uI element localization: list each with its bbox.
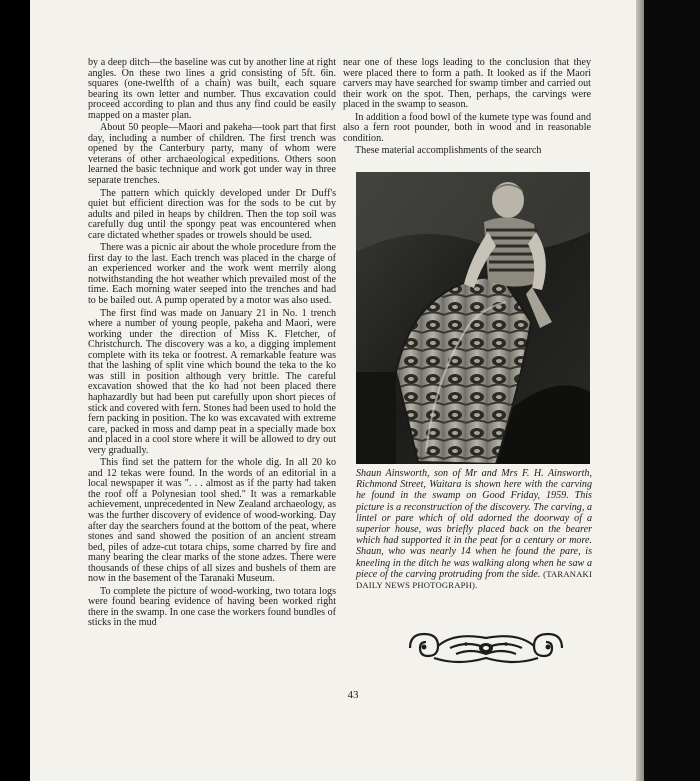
paragraph: by a deep ditch—the baseline was cut by another line at right angles. On these two lines a grid consisting of 5ft. 6in. squares (one-twelfth of a chain) was built, each square bearing its own letter and number. Thus excavation could proceed according to plan and thus any find could be easily mapped on a master plan. <box>88 57 336 121</box>
caption-text: Shaun Ainsworth, son of Mr and Mrs F. H. Ainsworth, Richmond Street, Waitara is shown here with the carving he found in the swamp on Good Friday, 1959. This picture is a reconstruction of the discovery. The carving, a lintel or pare which of old adorned the doorway of a superior house, was briefly placed back on the bearer which had supported it in the peat for a century or more. Shaun, who was nearly 14 when he found the pare, is kneeling in the ditch he was walking along when he saw a piece of the carving protruding from the side. <box>356 468 592 580</box>
paragraph: About 50 people—Maori and pakeha—took part that first day, including a number of children. The first trench was opened by the Canterbury party, many of whom were veterans of other archaeological expeditions. Others soon learned the basic technique and work got under way in three separate trenches. <box>88 122 336 187</box>
carving-photograph <box>356 172 590 464</box>
maori-scroll-ornament-icon <box>404 628 568 668</box>
paragraph: near one of these logs leading to the conclusion that they were placed there to form a path. It looked as if the Maori carvers may have searched for swamp timber and carried out their work on the spot. Then, perhaps, the carvings were placed in the swamp to season. <box>343 57 591 111</box>
right-text-column <box>343 58 591 159</box>
scan-edge <box>644 0 700 781</box>
paragraph: The first find was made on January 21 in No. 1 trench where a number of young people, pakeha and Maori, were working under the direction of Miss K. Fletcher, of Christchurch. The discovery was a ko, a digging implement complete with its teka or footrest. A remarkable feature was that the lashing of split vine which bound the teka to the ko was still in position although very brittle. The careful excavation showed that the ko had not been placed there haphazardly but had been put carefully upon short pieces of stick and covered with fern. Stones had been used to hold the fern packing in position. The ko was excavated with extreme care, packed in moss and damp peat in a specially made box and placed in a cool store where it will be allowed to dry out very gradually. <box>88 307 336 456</box>
paragraph: There was a picnic air about the whole procedure from the first day to the last. Each trench was placed in the charge of an experienced worker and the work went merrily along notwithstanding the hot weather which prevailed most of the time. Each morning water seeped into the trenches and had to be bailed out. A pump operated by a motor was also used. <box>88 242 336 307</box>
page-number: 43 <box>347 689 359 701</box>
paragraph: These material accomplishments of the search <box>355 145 542 157</box>
paragraph: To complete the picture of wood-working, two totara logs were found bearing evidence of having been worked right there in the swamp. In one case the workers found bundles of sticks in the mud <box>88 585 336 629</box>
page-spine-shadow <box>636 0 644 781</box>
left-text-column <box>88 58 336 631</box>
paragraph: This find set the pattern for the whole dig. In all 20 ko and 12 tekas were found. In the words of an editorial in a local newspaper it was ". . . almost as if the party had taken the roof off a Polynesian tool shed." It was a remarkable achievement, unprecedented in New Zealand archaeology, as was the further discovery of evidence of wood-working. Day after day the searchers found at the bottom of the peat, where stones and sand showed the position of an ancient stream bed, piles of adze-cut totara chips, some charred by fire and many bearing the clear marks of the stone adzes. There were thousands of these chips of all sizes and bushels of them are now in the basement of the Taranaki Museum. <box>88 457 336 585</box>
paragraph: The pattern which quickly developed under Dr Duff's quiet but efficient direction was for the sods to be cut by adults and piled in heaps by children. Then the top soil was carefully dug until the spongy peat was encountered when care dictated whether spades or trowels should be used. <box>88 187 336 241</box>
photo-caption <box>356 468 592 591</box>
photo-credit: (TARANAKI DAILY NEWS PHOTOGRAPH). <box>356 568 593 591</box>
paragraph: In addition a food bowl of the kumete type was found and also a fern root pounder, both in wood and in reasonable condition. <box>343 111 591 144</box>
